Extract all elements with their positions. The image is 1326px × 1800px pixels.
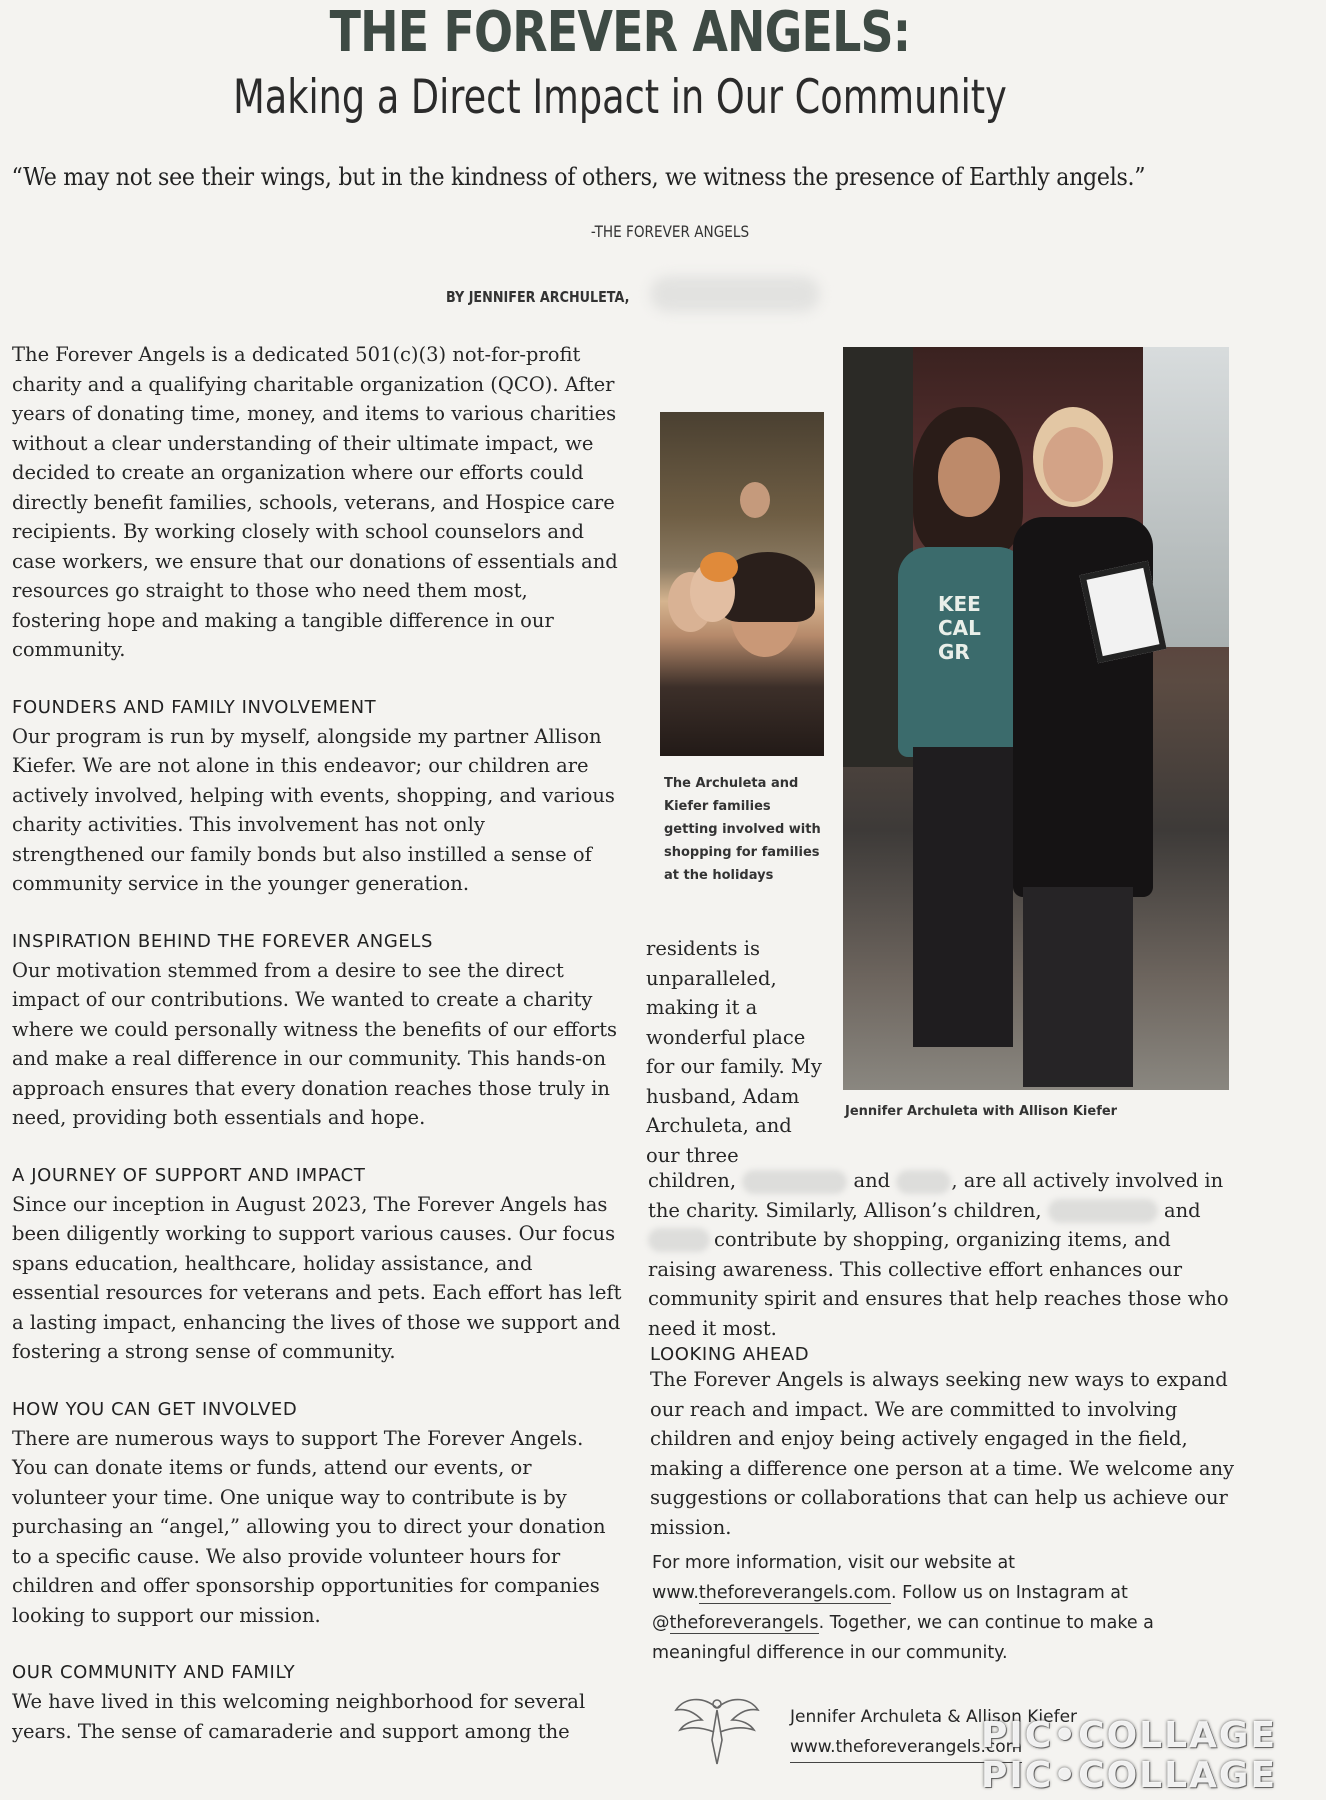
- contact-text: . Together, we can continue to make a meaningful difference in our community.: [652, 1613, 1154, 1663]
- founders-section: [12, 697, 622, 899]
- app-watermark: [932, 1716, 1326, 1796]
- left-column: [12, 340, 622, 1778]
- looking-ahead-section: [650, 1344, 1240, 1542]
- photo-legs: [1023, 887, 1133, 1087]
- inspiration-heading: INSPIRATION BEHIND THE FOREVER ANGELS: [12, 930, 434, 952]
- watermark-line: PIC•COLLAGE: [980, 1715, 1278, 1756]
- redacted-blur: [648, 1228, 710, 1252]
- intro-paragraph: The Forever Angels is a dedicated 501(c)(3) not-for-profit charity and a qualifying charitable organization (QCO). After years of donating time, money, and items to various charities without a clear understanding of their ultimate impact, we decided to create an organization where our efforts could directly benefit families, schools, veterans, and Hospice care recipients. By working closely with school counselors and case workers, we ensure that our donations of essentials and resources go straight to those who need them most, fostering hope and making a tangible difference in our community.: [12, 343, 618, 661]
- inspiration-section: [12, 931, 622, 1133]
- photo-face: [740, 482, 770, 518]
- intro-section: [12, 340, 622, 665]
- looking-heading: LOOKING AHEAD: [650, 1344, 810, 1365]
- involved-text: , are all actively involved in: [951, 1169, 1224, 1192]
- shirt-text: KEE CAL GR: [938, 592, 981, 664]
- involved-paragraph: There are numerous ways to support The Forever Angels. You can donate items or funds, attend our events, or volunteer your time. One unique way to contribute is by purchasing an “angel,” allowing you to direct your donation to a specific cause. We also provide volunteer hours for children and offer sponsorship opportunities for companies looking to support our mission.: [12, 1426, 606, 1627]
- inspiration-paragraph: Our motivation stemmed from a desire to see the direct impact of our contributions. We wanted to create a charity where we could personally witness the benefits of our efforts and make a real difference in our community. This hands-on approach ensures that every donation reaches those truly in need, providing both essentials and hope.: [12, 958, 618, 1129]
- family-shopping-photo: [660, 412, 824, 756]
- angel-logo-icon: [672, 1690, 762, 1770]
- article-subtitle: Making a Direct Impact in Our Community: [233, 70, 1007, 125]
- continuation-line: [648, 1196, 1238, 1226]
- founders-paragraph: Our program is run by myself, alongside my partner Allison Kiefer. We are not alone in this endeavor; our children are actively involved, helping with events, shopping, and various charity activities. This involvement has not only strengthened our family bonds but also instilled a sense of community service in the younger generation.: [12, 724, 615, 895]
- journey-heading: A JOURNEY OF SUPPORT AND IMPACT: [12, 1164, 366, 1186]
- founders-photo: [843, 347, 1229, 1090]
- children-label: children,: [648, 1169, 737, 1192]
- community-paragraph: We have lived in this welcoming neighborhood for several years. The sense of camaraderie and support among the: [12, 1690, 586, 1743]
- journey-section: [12, 1165, 622, 1367]
- pull-quote: “We may not see their wings, but in the kindness of others, we witness the presence of Earthly angels.”: [11, 163, 1146, 191]
- article-title: THE FOREVER ANGELS:: [329, 0, 911, 65]
- involved-heading: HOW YOU CAN GET INVOLVED: [12, 1398, 298, 1420]
- watermark-line: PIC•COLLAGE: [980, 1755, 1278, 1796]
- photo-pumpkin: [700, 552, 738, 582]
- redacted-blur: [896, 1170, 951, 1194]
- photo-face: [1043, 427, 1103, 502]
- community-heading: OUR COMMUNITY AND FAMILY: [12, 1662, 296, 1683]
- photo-face: [938, 437, 1000, 517]
- community-narrow-text: residents is unparalleled, making it a wonderful place for our family. My husband, Adam Archuleta, and our three: [646, 937, 822, 1167]
- involved-section: [12, 1399, 622, 1631]
- community-continuation-wide: [648, 1166, 1238, 1343]
- continuation-line: [648, 1166, 1238, 1196]
- photo-jeans: [913, 747, 1013, 1047]
- redacted-blur: [650, 276, 820, 312]
- quote-attribution: -THE FOREVER ANGELS: [590, 222, 750, 241]
- founders-heading: FOUNDERS AND FAMILY INVOLVEMENT: [12, 696, 377, 718]
- instagram-link[interactable]: theforeverangels: [669, 1613, 819, 1633]
- large-photo-caption: Jennifer Archuleta with Allison Kiefer: [845, 1104, 1118, 1119]
- signature-website-link[interactable]: www.theforeverangels.com: [790, 1732, 1022, 1763]
- allison-children-label: the charity. Similarly, Allison’s children,: [648, 1198, 1042, 1222]
- contribute-text: contribute by shopping, organizing items, and raising awareness. This collective effort enhances our community spirit and ensures that help reaches those who need it most.: [648, 1228, 1229, 1340]
- community-continuation-narrow: [646, 934, 826, 1170]
- and-label: and: [853, 1169, 891, 1192]
- redacted-blur: [742, 1170, 847, 1194]
- journey-paragraph: Since our inception in August 2023, The Forever Angels has been diligently working to support various causes. Our focus spans education, healthcare, holiday assistance, and essential resources for veterans and pets. Each effort has left a lasting impact, enhancing the lives of those we support and fostering a strong sense of community.: [12, 1192, 622, 1363]
- continuation-line: [648, 1225, 1238, 1343]
- community-section: [12, 1662, 622, 1746]
- website-link[interactable]: theforeverangels.com: [698, 1583, 891, 1603]
- looking-paragraph: The Forever Angels is always seeking new ways to expand our reach and impact. We are committed to involving children and enjoy being actively engaged in the field, making a difference one person at a time. We welcome any suggestions or collaborations that can help us achieve our mission.: [650, 1368, 1235, 1539]
- contact-info: [652, 1548, 1212, 1668]
- and-label: and: [1164, 1198, 1201, 1222]
- contact-text: For more information, visit our website at www.: [652, 1553, 1016, 1603]
- signature-names: Jennifer Archuleta & Allison Kiefer: [790, 1707, 1078, 1727]
- small-photo-caption: The Archuleta and Kiefer families getting involved with shopping for families at the holidays: [664, 776, 821, 883]
- redacted-blur: [1048, 1199, 1158, 1223]
- byline: BY JENNIFER ARCHULETA,: [446, 288, 630, 306]
- contact-text: . Follow us on Instagram at @: [652, 1583, 1128, 1633]
